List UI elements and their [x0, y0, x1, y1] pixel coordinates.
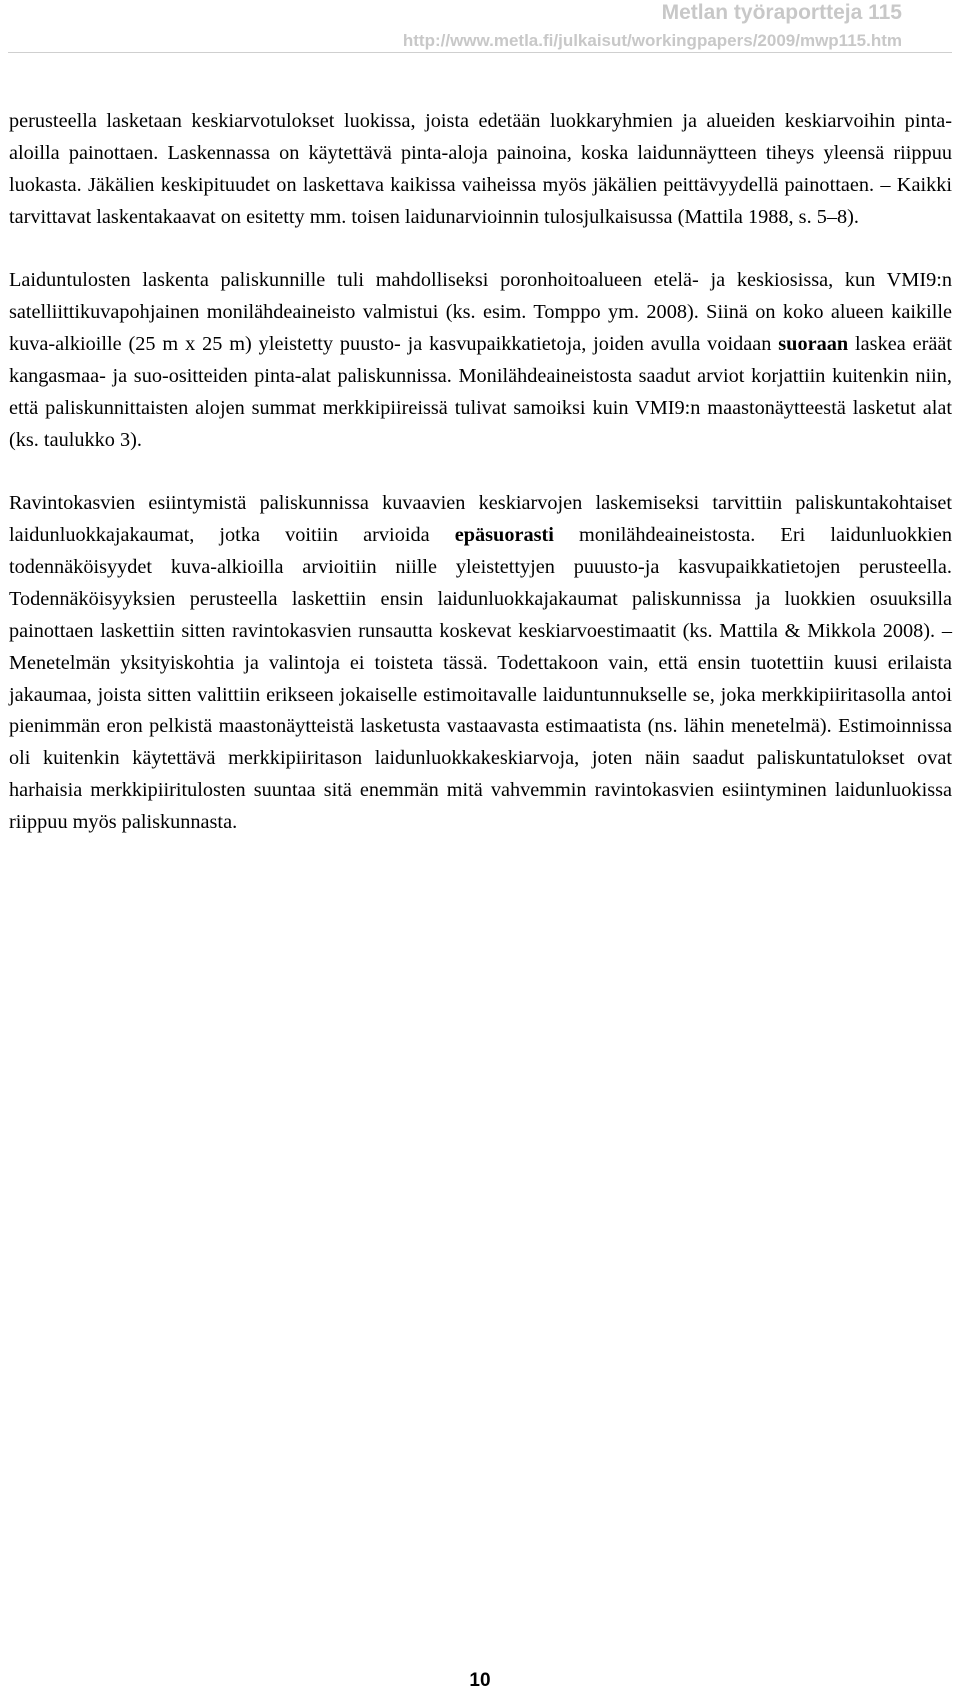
page-number: 10	[469, 1670, 491, 1691]
series-title: Metlan työraportteja 115	[661, 1, 902, 24]
paragraph-2	[9, 265, 952, 456]
emphasis-suoraan: suoraan	[778, 332, 849, 355]
page-header	[403, 0, 902, 52]
emphasis-epasuorasti: epäsuorasti	[454, 523, 554, 546]
body-text	[9, 106, 952, 871]
paragraph-1	[9, 106, 952, 234]
paragraph-1-text: perusteella lasketaan keskiarvotulokset luokissa, joista edetään luokkaryhmien ja alueiden keskiarvoihin pinta-aloilla painottaen. Laskennassa on käytettävä pinta-aloja painoina, koska laidunnäytteen tiheys yleensä riippuu luokasta. Jäkälien keskipituudet on laskettava kaikissa vaiheissa myös jäkälien peittävyydellä painottaen. – Kaikki tarvittavat laskentakaavat on esitetty mm. toisen laidunarvioinnin tulosjulkaisussa (Mattila 1988, s. 5–8).	[9, 110, 952, 228]
paragraph-2-text-before: Laiduntulosten laskenta paliskunnille tuli mahdolliseksi poronhoitoalueen etelä- ja keskiosissa, kun VMI9:n satelliittikuvapohjainen monilähdeaineisto valmistui (ks. esim. Tomppo ym. 2008). Siinä on koko alueen kaikille kuva-alkioille (25 m x 25 m) yleistetty puusto- ja kasvupaikkatietoja, joiden avulla voidaan	[9, 269, 952, 355]
publication-url: http://www.metla.fi/julkaisut/workingpapers/2009/mwp115.htm	[402, 31, 902, 50]
paragraph-3	[9, 488, 952, 839]
paragraph-3-text-after: monilähdeaineistosta. Eri laidunluokkien todennäköisyydet kuva-alkioilla arvioitiin niille yleistettyjen puuusto-ja kasvupaikkatietojen perusteella. Todennäköisyyksien perusteella laskettiin ensin laidunluokkajakaumat paliskunnissa ja luokkien osuuksilla painottaen laskettiin sitten ravintokasvien runsautta koskevat keskiarvoestimaatit (ks. Mattila & Mikkola 2008). – Menetelmän yksityiskohtia ja valintoja ei toisteta tässä. Todettakoon vain, että ensin tuotettiin kuusi erilaista jakaumaa, joista sitten valittiin erikseen jokaiselle estimoitavalle laiduntunnukselle se, joka merkkipiiritasolla antoi pienimmän eron pelkistä maastonäytteistä lasketusta vastaavasta estimaatista (ns. lähin menetelmä). Estimoinnissa oli kuitenkin käytettävä merkkipiiritason laidunluokkakeskiarvoja, joten näin saadut paliskuntatulokset ovat harhaisia merkkipiiritulosten suuntaa sitä enemmän mitä vahvemmin ravintokasvien esiintyminen laidunluokissa riippuu myös paliskunnasta.	[9, 523, 952, 834]
paragraph-2-text-after: laskea eräät kangasmaa- ja suo-ositteiden pinta-alat paliskunnissa. Monilähdeaineistosta saadut arviot korjattiin kuitenkin niin, että paliskunnittaisten alojen summat merkkipiireissä tulivat samoiksi kuin VMI9:n maastonäytteestä lasketut alat (ks. taulukko 3).	[9, 332, 952, 451]
paragraph-3-text-before: Ravintokasvien esiintymistä paliskunnissa kuvaavien keskiarvojen laskemiseksi tarvittiin paliskuntakohtaiset laidunluokkajakaumat, jotka voitiin arvioida	[9, 492, 952, 546]
header-divider	[8, 52, 952, 53]
